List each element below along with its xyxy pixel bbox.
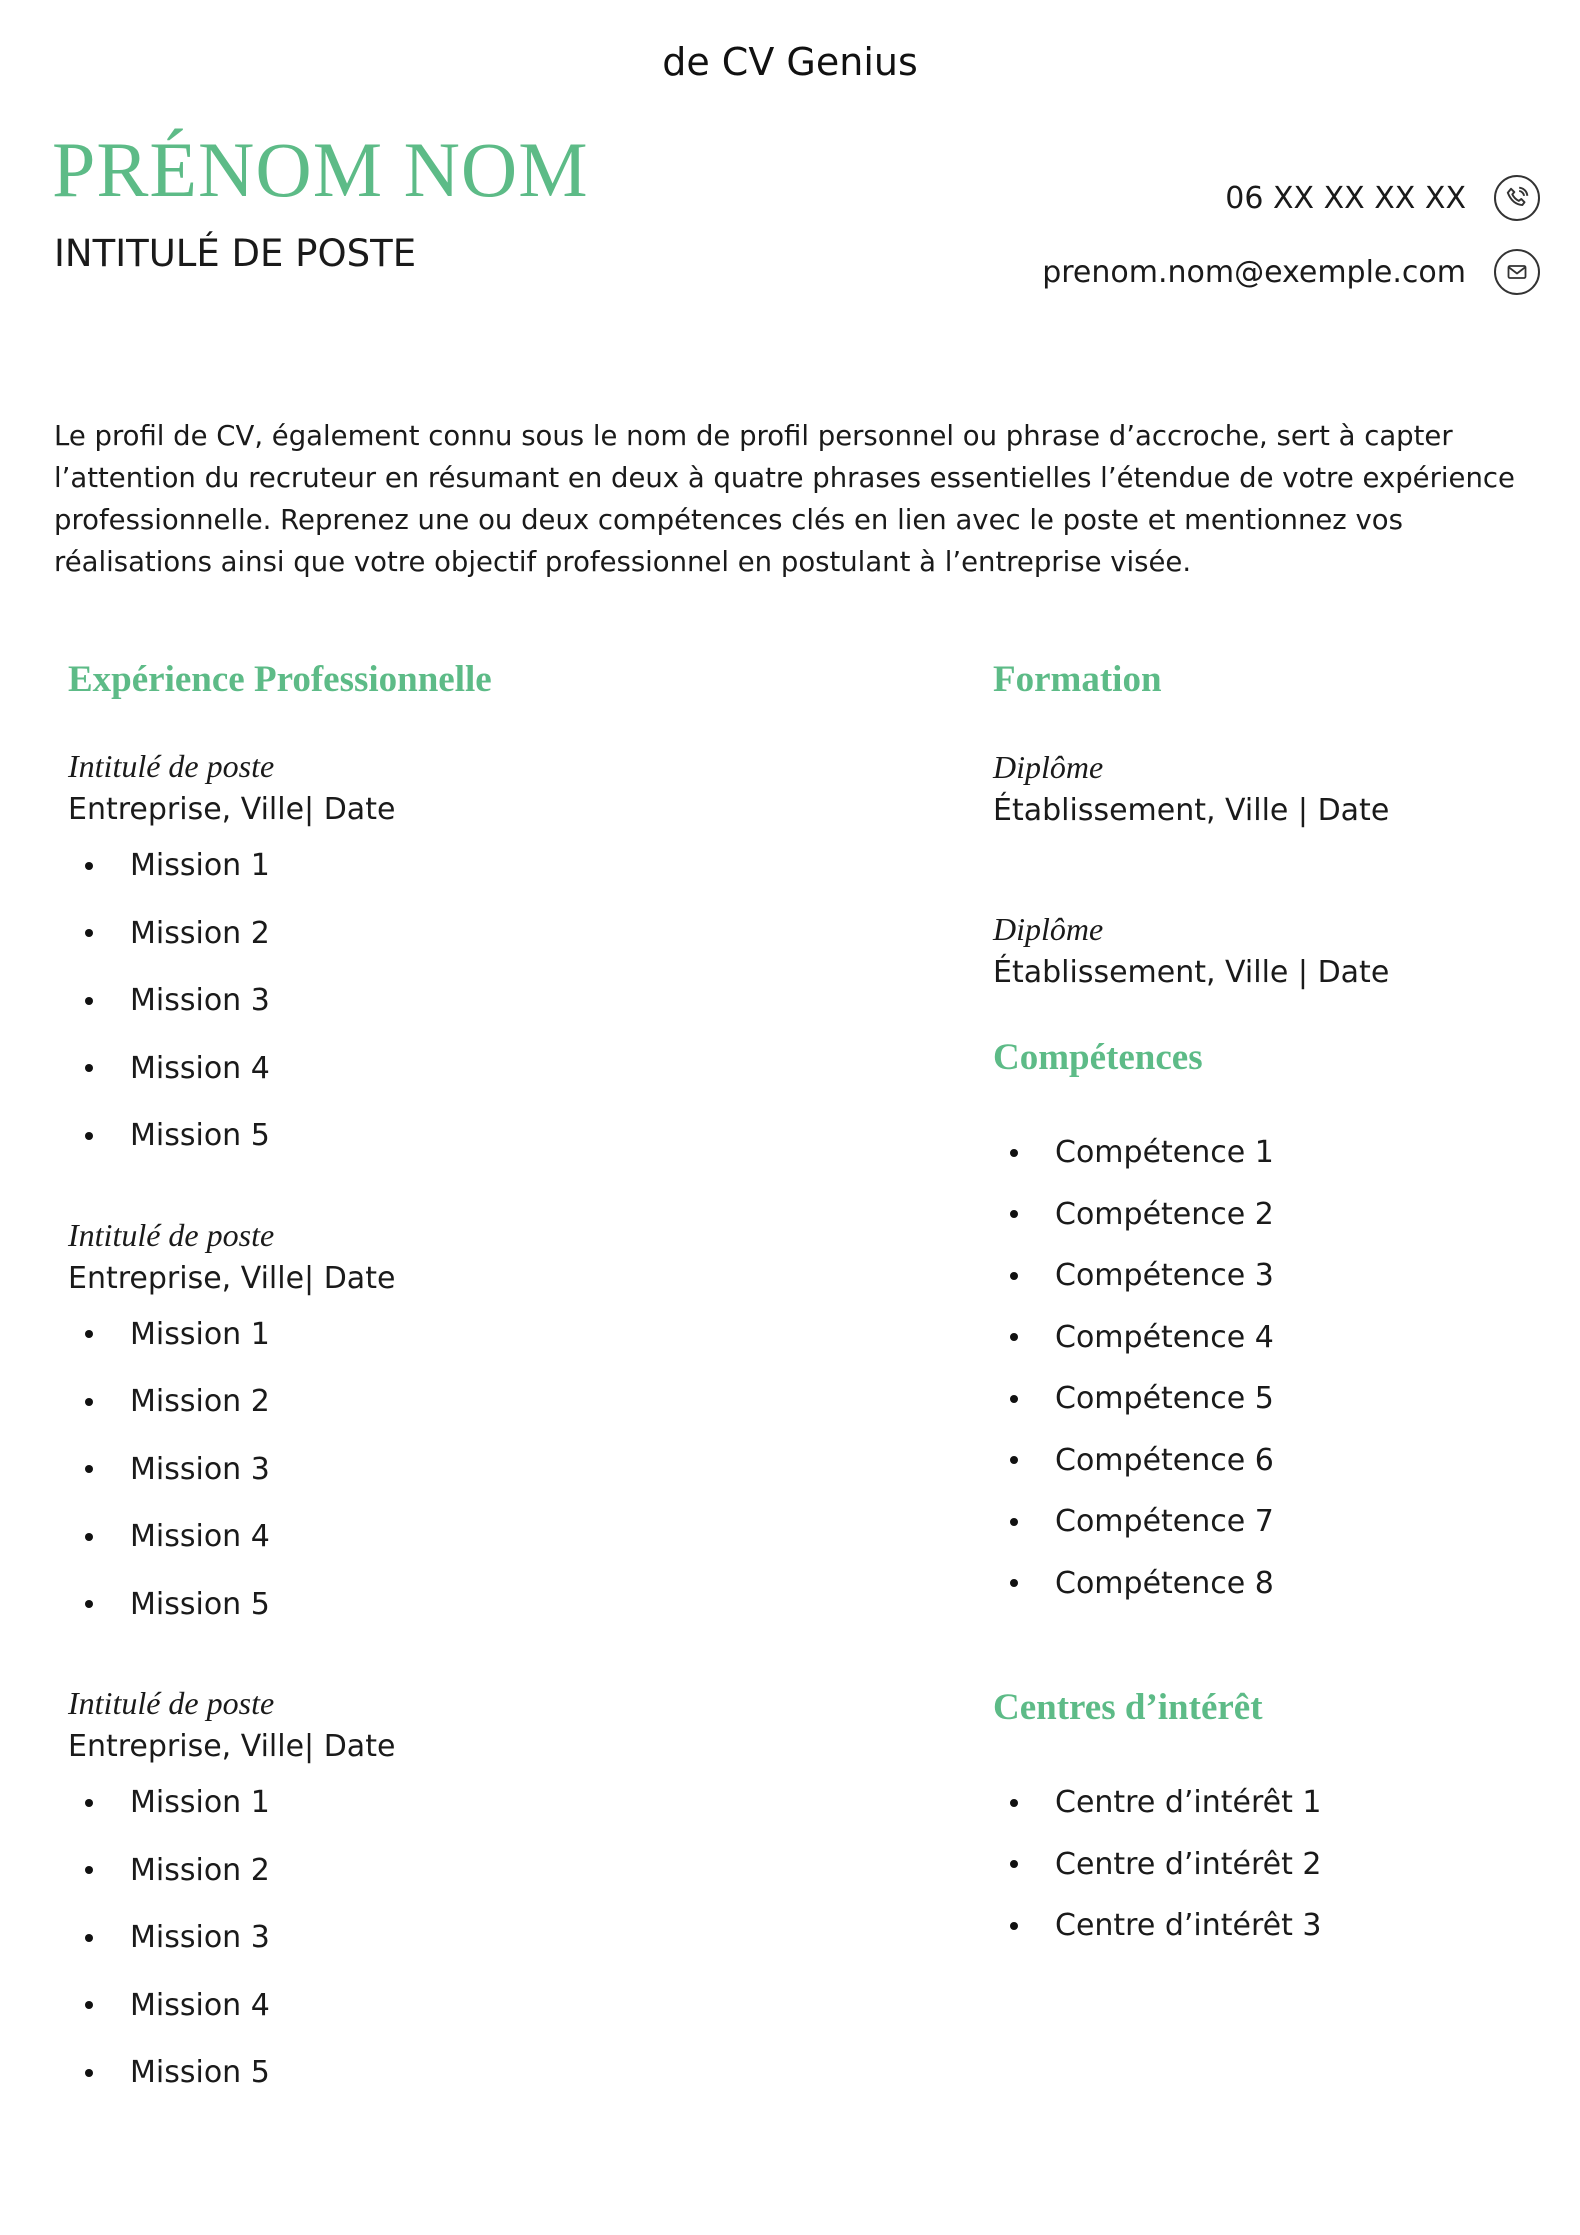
phone-text: 06 XX XX XX XX <box>1225 180 1466 216</box>
skill-item: Compétence 8 <box>993 1553 1553 1615</box>
skill-item: Compétence 2 <box>993 1184 1553 1246</box>
education-entry <box>993 745 1553 833</box>
mission-item: Mission 4 <box>68 1035 928 1103</box>
job-title: Intitulé de poste <box>68 1685 275 1721</box>
skill-item: Compétence 5 <box>993 1368 1553 1430</box>
job-title: Intitulé de poste <box>68 748 275 784</box>
mission-item: Mission 2 <box>68 1368 928 1436</box>
mission-item: Mission 2 <box>68 1837 928 1905</box>
degree-title: Diplôme <box>993 911 1104 947</box>
right-column <box>993 655 1553 1957</box>
contact-phone <box>1225 175 1540 221</box>
mission-item: Mission 3 <box>68 1436 928 1504</box>
mission-item: Mission 5 <box>68 1571 928 1639</box>
skill-item: Compétence 6 <box>993 1430 1553 1492</box>
interest-item: Centre d’intérêt 1 <box>993 1772 1553 1834</box>
job-company-date: Entreprise, Ville| Date <box>68 1729 396 1764</box>
education-institution-date: Établissement, Ville | Date <box>993 793 1390 828</box>
degree-title: Diplôme <box>993 749 1104 785</box>
job-entry <box>68 744 928 1170</box>
education-entry <box>993 907 1553 995</box>
job-company-date: Entreprise, Ville| Date <box>68 1260 396 1296</box>
education-institution-date: Établissement, Ville | Date <box>993 955 1390 990</box>
interests-list <box>993 1772 1553 1957</box>
mission-item: Mission 1 <box>68 1301 928 1369</box>
experience-title: Expérience Professionnelle <box>68 659 492 700</box>
interest-item: Centre d’intérêt 2 <box>993 1834 1553 1896</box>
education-section <box>993 655 1553 995</box>
mission-item: Mission 3 <box>68 1904 928 1972</box>
experience-section <box>68 655 928 2107</box>
interests-title: Centres d’intérêt <box>993 1687 1263 1728</box>
mission-item: Mission 1 <box>68 1769 928 1837</box>
mission-item: Mission 5 <box>68 2039 928 2107</box>
mission-item: Mission 5 <box>68 1102 928 1170</box>
mission-list <box>68 832 928 1170</box>
brand-header: de CV Genius <box>662 40 918 84</box>
profile-summary: Le profil de CV, également connu sous le nom de profil personnel ou phrase d’accroche, sert à capter l’attention du recruteur en résumant en deux à quatre phrases essentielles l’étendue de votre expérience professionnelle. Reprenez une ou deux compétences clés en lien avec le poste et mentionnez vos réalisations ainsi que votre objectif professionnel en postulant à l’entreprise visée. <box>54 420 1515 578</box>
education-title: Formation <box>993 659 1162 700</box>
mission-item: Mission 1 <box>68 832 928 900</box>
mission-list <box>68 1769 928 2107</box>
job-company-date: Entreprise, Ville| Date <box>68 792 396 827</box>
phone-icon <box>1494 175 1540 221</box>
skills-list <box>993 1122 1553 1614</box>
contact-email <box>1042 249 1540 295</box>
job-title: Intitulé de poste <box>68 1216 275 1253</box>
interests-section <box>993 1683 1553 1957</box>
mission-item: Mission 4 <box>68 1972 928 2040</box>
skill-item: Compétence 1 <box>993 1122 1553 1184</box>
skill-item: Compétence 7 <box>993 1491 1553 1553</box>
interest-item: Centre d’intérêt 3 <box>993 1895 1553 1957</box>
mission-item: Mission 2 <box>68 900 928 968</box>
skills-section <box>993 1033 1553 1614</box>
mission-list <box>68 1301 928 1639</box>
candidate-job-title: INTITULÉ DE POSTE <box>54 232 417 275</box>
skills-title: Compétences <box>993 1037 1203 1078</box>
mission-item: Mission 4 <box>68 1503 928 1571</box>
mission-item: Mission 3 <box>68 967 928 1035</box>
job-entry <box>68 1681 928 2107</box>
mail-icon <box>1494 249 1540 295</box>
email-text: prenom.nom@exemple.com <box>1042 254 1466 290</box>
job-entry <box>68 1213 928 1639</box>
skill-item: Compétence 4 <box>993 1307 1553 1369</box>
skill-item: Compétence 3 <box>993 1245 1553 1307</box>
candidate-name: PRÉNOM NOM <box>52 126 589 213</box>
